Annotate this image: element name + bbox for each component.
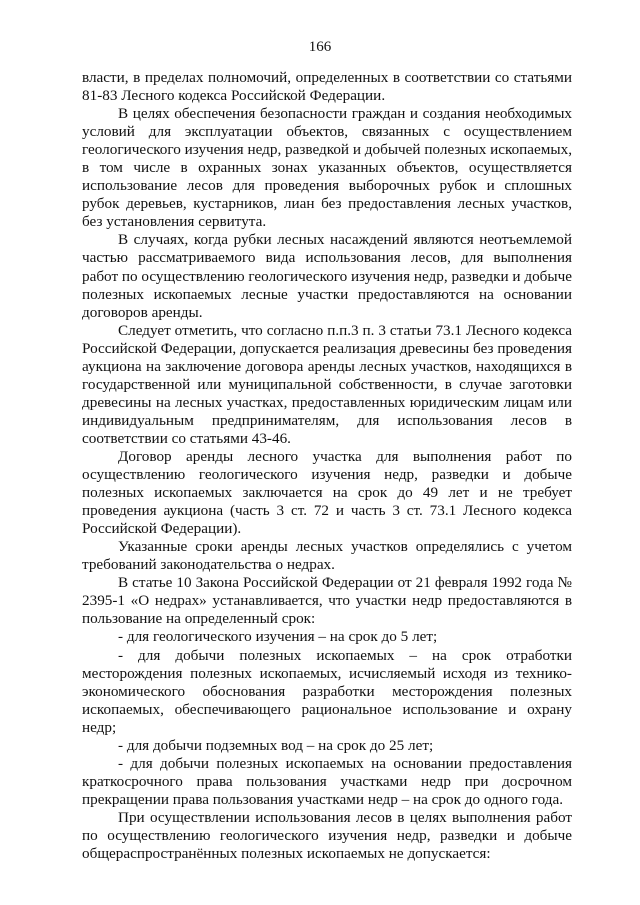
- paragraph-final: При осуществлении использования лесов в целях выполнения работ по осуществлению геологического изучения недр, разведки и добыче общераспространённых полезных ископаемых не допускается:: [82, 808, 572, 863]
- paragraph-6: Указанные сроки аренды лесных участков определялись с учетом требований законодательства о недрах.: [82, 538, 572, 574]
- paragraph-4: Следует отметить, что согласно п.п.3 п. 3 статьи 73.1 Лесного кодекса Российской Федерации, допускается реализация древесины без проведения аукциона на заключение договора аренды лесных участков, находящихся в государственной или муниципальной собственности, в случае заготовки древесины на лесных участках, предоставленных юридическим лицам или индивидуальным предпринимателям, для использования лесов в соответствии со статьями 43-46.: [82, 321, 572, 447]
- list-item-geological-study: - для геологического изучения – на срок до 5 лет;: [118, 628, 438, 646]
- list-item-groundwater: - для добычи подземных вод – на срок до 25 лет;: [118, 736, 434, 754]
- paragraph-3: В случаях, когда рубки лесных насаждений являются неотъемлемой частью рассматриваемого вида использования лесов, для выполнения работ по осуществлению геологического изучения недр, разведки и добыче полезных ископаемых лесные участки предоставляются на основании договоров аренды.: [82, 231, 572, 321]
- paragraph-5: Договор аренды лесного участка для выполнения работ по осуществлению геологического изучения недр, разведки и добыче полезных ископаемых заключается на срок до 49 лет и не требует проведения аукциона (часть 3 ст. 72 и часть 3 ст. 73.1 Лесного кодекса Российской Федерации).: [82, 447, 572, 538]
- paragraph-2: В целях обеспечения безопасности граждан и создания необходимых условий для эксплуатации объектов, связанных с осуществлением геологического изучения недр, разведкой и добычей полезных ископаемых, в том числе в охранных зонах указанных объектов, осуществляется использование лесов для проведения выборочных рубок и сплошных рубок деревьев, кустарников, лиан без предоставления лесных участков, без установления сервитута.: [82, 105, 572, 231]
- list-item-short-term: - для добычи полезных ископаемых на основании предоставления краткосрочного права пользования участками недр при досрочном прекращении права пользования участками недр – на срок до одного года.: [82, 754, 572, 808]
- page-number: 166: [308, 39, 332, 55]
- paragraph-1: власти, в пределах полномочий, определенных в соответствии со статьями 81-83 Лесного кодекса Российской Федерации.: [82, 69, 572, 105]
- page-body: [82, 69, 572, 863]
- list-item-mineral-extraction: - для добычи полезных ископаемых – на срок отработки месторождения полезных ископаемых, исчисляемый исходя из технико-экономического обоснования разработки месторождения полезных ископаемых, обеспечивающего рациональное использование и охрану недр;: [82, 646, 572, 736]
- paragraph-7: В статье 10 Закона Российской Федерации от 21 февраля 1992 года № 2395-1 «О недрах» устанавливается, что участки недр предоставляются в пользование на определенный срок:: [82, 574, 572, 628]
